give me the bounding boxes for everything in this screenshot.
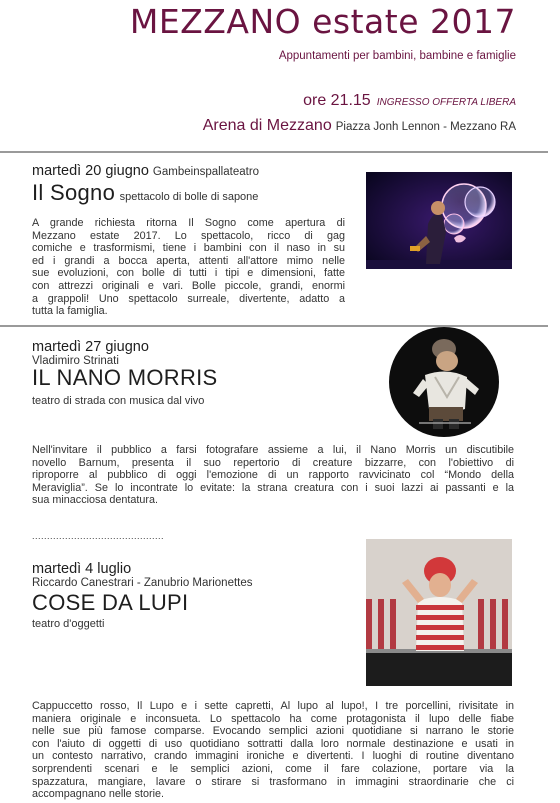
event-2-company: Vladimiro Strinati: [32, 355, 119, 367]
text-line: tutta la famiglia.: [32, 305, 108, 318]
text-line: Mezzano estate 2017. Lo spettacolo, ricco di gag: [32, 229, 345, 242]
text-line: con attrezzi originali e vari. Bolle piccole, grandi, enormi: [32, 279, 345, 292]
text-line: comiche e trasformismi, tiene i bambini con il naso in su: [32, 242, 345, 255]
event-1-text: [32, 217, 345, 318]
text-line: Nell'invitare il pubblico a farsi fotografare assieme a lui, il Nano Morris un discutibile: [32, 444, 514, 456]
page-subtitle: Appuntamenti per bambini, bambine e famiglie: [278, 50, 516, 62]
divider: [0, 151, 548, 153]
event-1-header: [32, 163, 259, 179]
event-2-date: martedì 27 giugno: [32, 339, 149, 355]
text-line: A grande richiesta ritorna Il Sogno come apertura di: [32, 217, 345, 229]
page-title: MEZZANO estate 2017: [129, 2, 516, 41]
event-1-description: spettacolo di bolle di sapone: [119, 191, 259, 203]
text-line: Cappuccetto rosso, Il Lupo e i sette capretti, Al lupo al lupo!, I tre porcellini, rivisitate in: [32, 700, 514, 712]
event-3-text: [32, 700, 514, 801]
text-line: accompagnano nelle storie.: [32, 788, 165, 801]
event-2-text: [32, 444, 514, 507]
event-1-photo: [366, 172, 512, 269]
venue-name: Arena di Mezzano: [202, 117, 332, 134]
text-line: spazzatura, mangiare, lavare o stirare si trasformano in immagini straordinarie che ci: [32, 775, 514, 788]
event-3-description: teatro d'oggetti: [32, 618, 105, 630]
event-1-title-line: [32, 180, 258, 206]
event-3-date: martedì 4 luglio: [32, 561, 132, 577]
show-time: ore 21.15: [303, 92, 371, 109]
entry-note: INGRESSO OFFERTA LIBERA: [376, 97, 516, 108]
event-2-photo: [389, 327, 499, 437]
event-3-show-title: COSE DA LUPI: [32, 590, 189, 615]
text-line: un contesto narrativo, crando immagini ironiche e divertenti. I luoghi di routine diventano: [32, 750, 514, 763]
event-2-show-title: IL NANO MORRIS: [32, 365, 218, 390]
event-3-photo: [366, 539, 512, 686]
event-1-show-title: Il Sogno: [32, 180, 116, 205]
text-line: Meraviglia”. Se lo incontrate lo evitate: la strana creatura con i suoi lazzi ai passanti e la: [32, 481, 514, 494]
text-line: riproporre al pubblico di oggi l'emozione di un rapporto ravvicinato col “Mondo della: [32, 469, 514, 482]
venue-address: Piazza Jonh Lennon - Mezzano RA: [335, 121, 516, 133]
text-line: maniera originale e inconsueta. Lo spettacolo ha come protagonista il lupo delle fiabe: [32, 712, 514, 725]
text-line: sue evoluzioni, con bolle di tutti i tipi e dimensioni, fatte: [32, 267, 345, 280]
event-2-description: teatro di strada con musica dal vivo: [32, 395, 205, 407]
text-line: ed i grandi a bocca aperta, attenti all'attore mimo nelle: [32, 254, 345, 267]
event-1-date: martedì 20 giugno: [32, 163, 149, 179]
text-line: nelle sue più famose comparse. Evocando semplici azioni quotidiane si narrano le storie: [32, 725, 514, 738]
text-line: sua minacciosa dentatura.: [32, 494, 159, 507]
text-line: con l'aiuto di oggetti di uso quotidiano sottratti dalla loro normale destinazione e usati in: [32, 737, 514, 750]
event-1-company: Gambeinspallateatro: [152, 166, 260, 178]
text-line: novello Barnum, presenta il suo repertorio di creature bizzarre, con l'obiettivo di: [32, 456, 514, 469]
text-line: a grappoli! Uno spettacolo surreale, divertente, adatto a: [32, 292, 345, 305]
text-line: sorprendenti scenari e le semplici azioni, come il fare colazione, portare via la: [32, 762, 514, 775]
venue-line: [100, 117, 516, 135]
divider: [0, 325, 548, 327]
dotted-separator: ............................................: [32, 531, 165, 541]
time-line: [150, 92, 516, 110]
event-3-company: Riccardo Canestrari - Zanubrio Marionettes: [32, 577, 253, 589]
